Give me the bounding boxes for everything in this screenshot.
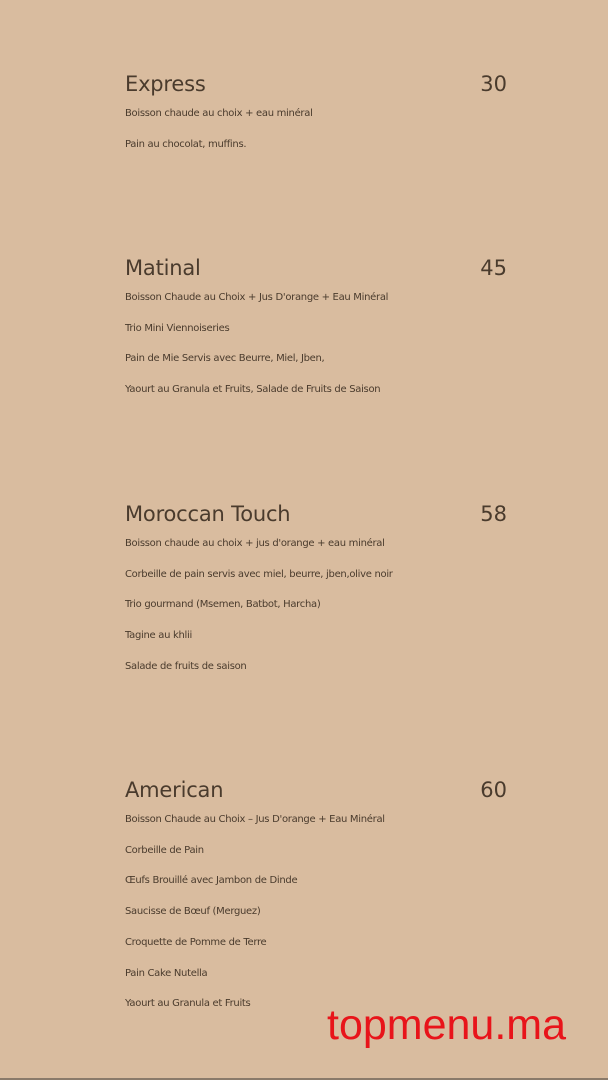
menu-section-express: [125, 69, 507, 160]
menu-item: Corbeille de Pain: [125, 844, 204, 856]
menu-item: Corbeille de pain servis avec miel, beurre, jben,olive noir: [125, 568, 393, 580]
menu-item: Pain de Mie Servis avec Beurre, Miel, Jben,: [125, 353, 325, 365]
watermark: topmenu.ma: [327, 1001, 567, 1049]
menu-item: Œufs Brouillé avec Jambon de Dinde: [125, 875, 298, 887]
menu-section-american: [125, 775, 507, 1020]
menu-item: Tagine au khlii: [125, 630, 192, 642]
menu-item: Boisson Chaude au Choix + Jus D'orange + Eau Minéral: [125, 292, 389, 303]
menu-item: Boisson chaude au choix + jus d'orange + eau minéral: [125, 538, 385, 549]
menu-item: Yaourt au Granula et Fruits: [125, 998, 251, 1010]
section-title: American: [125, 778, 224, 802]
section-title: Matinal: [125, 256, 201, 280]
menu-item: Boisson Chaude au Choix – Jus D'orange + Eau Minéral: [125, 814, 385, 825]
menu-section-moroccan-touch: [125, 499, 507, 683]
menu-item: Pain Cake Nutella: [125, 967, 208, 979]
menu-item: Trio Mini Viennoiseries: [125, 322, 230, 334]
menu-item: Pain au chocolat, muffins.: [125, 138, 247, 150]
section-price: 45: [480, 256, 507, 280]
menu-item: Croquette de Pomme de Terre: [125, 936, 267, 948]
section-price: 30: [480, 72, 507, 96]
menu-item: Yaourt au Granula et Fruits, Salade de Fruits de Saison: [125, 384, 381, 396]
section-price: 60: [480, 778, 507, 802]
menu-item: Saucisse de Bœuf (Merguez): [125, 906, 261, 918]
menu-item: Salade de fruits de saison: [125, 660, 247, 672]
section-title: Express: [125, 72, 206, 96]
section-title: Moroccan Touch: [125, 502, 291, 526]
menu-item: Trio gourmand (Msemen, Batbot, Harcha): [125, 599, 321, 611]
menu-item: Boisson chaude au choix + eau minéral: [125, 108, 313, 119]
menu-section-matinal: [125, 253, 507, 406]
section-price: 58: [480, 502, 507, 526]
